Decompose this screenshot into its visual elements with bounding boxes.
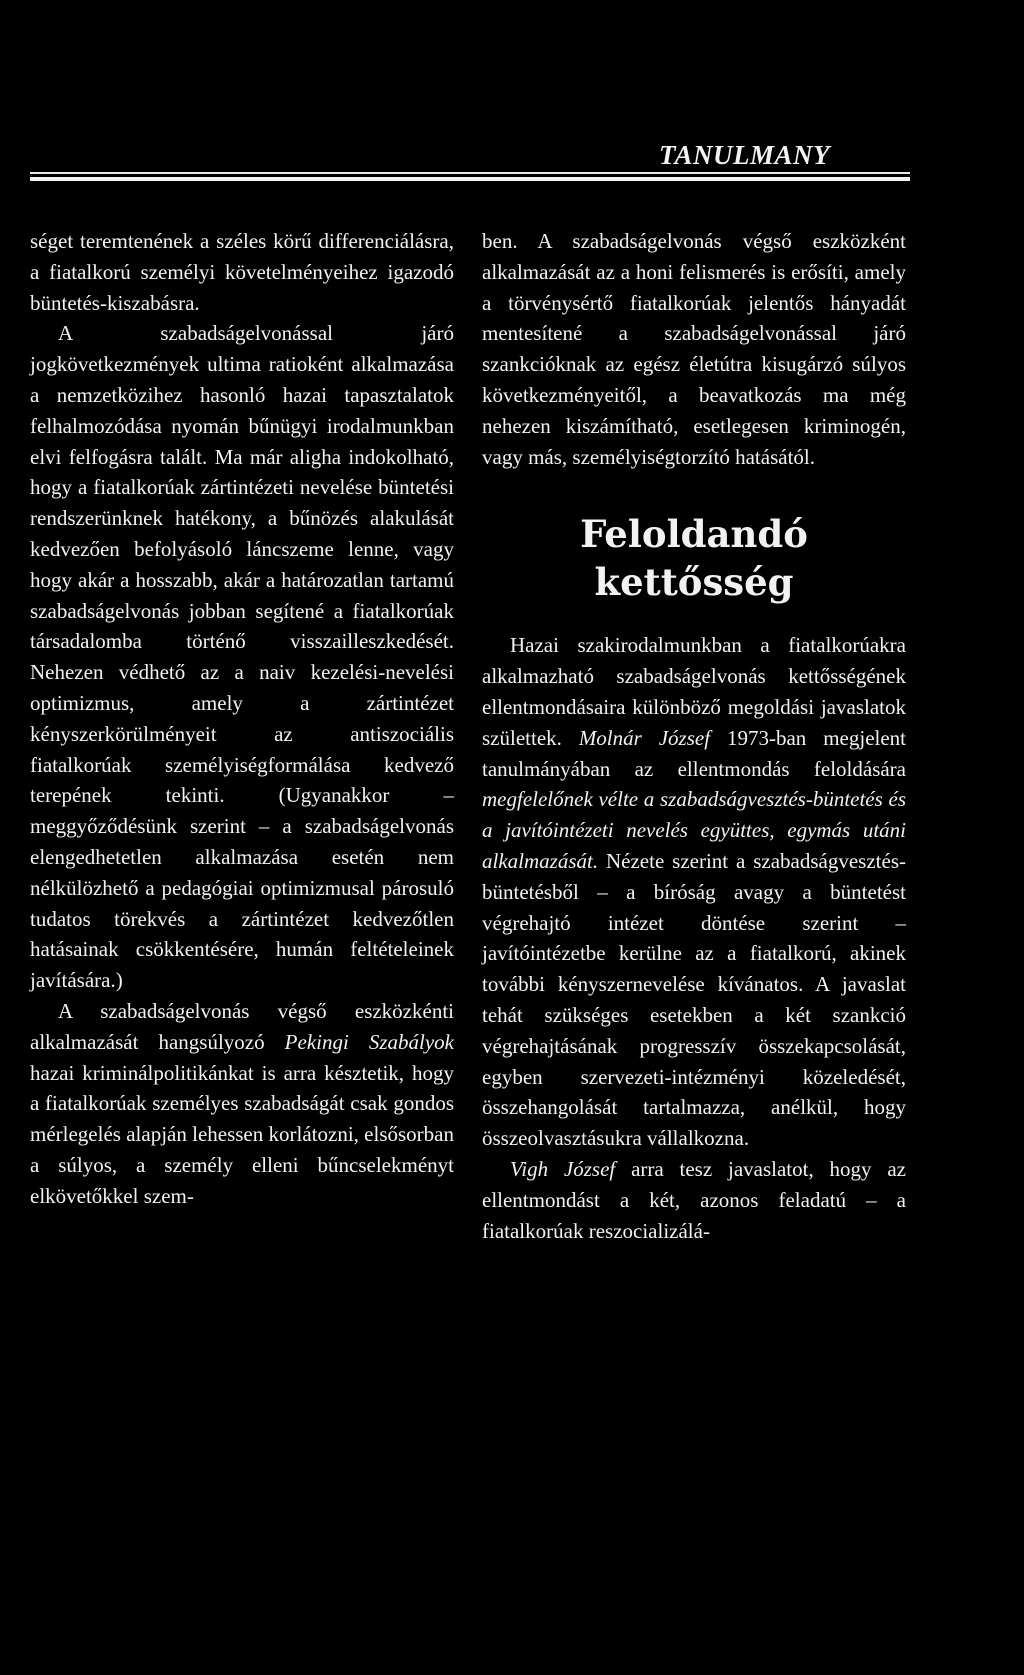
- author-name: Molnár József: [578, 725, 711, 750]
- section-title: TANULMANY: [658, 140, 830, 170]
- page-header: [30, 140, 910, 190]
- text-span: Hazai szakirodalmunkban a fiatalkorúakra alkalmazható szabadságelvonás kettősségének ellentmondásaira különböző megoldási javaslatok születtek.: [482, 633, 906, 750]
- emphasis: megfelelőnek vélte a szabadságvesztés-büntetés és a javítóintézeti nevelés együttes, egymás utáni alkalmazását.: [482, 787, 906, 873]
- heading-line: kettősség: [594, 560, 794, 605]
- text-span: A szabadságelvonás végső eszközkénti alkalmazását hangsúlyozó: [30, 998, 454, 1054]
- text-span: Nézete szerint a szabadságvesztés-büntetésből – a bíróság avagy a büntetést végrehajtó intézet döntése szerint – javítóintézetbe kerülne az a fiatalkorú, akinek további kényszernevelése kívánatos. A javaslat tehát szükséges esetekben a két szankció végrehajtásának progresszív összekapcsolását, egyben szervezeti-intézményi közeledését, összehangolását tartalmazza, anélkül, hogy összeolvasztásukra vállalkozna.: [482, 848, 906, 1151]
- left-column: [30, 226, 454, 1212]
- text-span: hazai kriminálpolitikánkat is arra késztetik, hogy a fiatalkorúak személyes szabadságát csak gondos mérlegelés alapján lehessen korlátozni, elsősorban a súlyos, a személy elleni bűncselekményt elkövetőkkel szem-: [30, 1060, 454, 1208]
- emphasis: Pekingi Szabályok: [284, 1029, 454, 1054]
- paragraph: A szabadságelvonással járó jogkövetkezmények ultima ratioként alkalmazása a nemzetközihez hasonló hazai tapasztalatok felhalmozódása nyomán bűnügyi irodalmunkban elvi felfogásra talált. Ma már aligha indokolható, hogy a fiatalkorúak zártintézeti nevelése büntetési rendszerünknek hatékony, a bűnözés alakulását kedvezően befolyásoló láncszeme lenne, vagy hogy akár a hosszabb, akár a határozatlan tartamú szabadságelvonás jobban segítené a fiatalkorúak társadalomba történő visszailleszkedését. Nehezen védhető az a naiv kezelési-nevelési optimizmus, amely a zártintézet kényszerkörülményeit az antiszociális fiatalkorúak személyiségformálása kedvező terepének tekinti. (Ugyanakkor – meggyőződésünk szerint – a szabadságelvonás elengedhetetlen alkalmazása esetén nem nélkülözhető a pedagógiai optimizmusal párosuló tudatos törekvés a zártintézet kedvezőtlen hatásainak csökkentésére, humán feltételeinek javítására.): [30, 321, 454, 993]
- paragraph: [30, 996, 454, 1212]
- author-name: Vigh József: [510, 1156, 616, 1181]
- paragraph: [482, 1154, 906, 1246]
- paragraph: [482, 630, 906, 1154]
- header-rule-thick: [30, 177, 910, 181]
- text-span: 1973-ban megjelent tanulmányában az ellentmondás feloldására: [482, 725, 907, 781]
- text-span: arra tesz javaslatot, hogy az ellentmondást a két, azonos feladatú – a fiatalkorúak reszocializálá-: [482, 1156, 906, 1243]
- header-rule-thin: [30, 172, 910, 174]
- right-column: [482, 226, 906, 1246]
- heading-line: Feloldandó: [580, 512, 808, 557]
- paragraph: ben. A szabadságelvonás végső eszközként alkalmazását az a honi felismerés is erősíti, amely a törvénysértő fiatalkorúak jelentős hányadát mentesítené a szabadságelvonással járó szankcióknak az egész életútra kisugárzó súlyos következményeitől, a beavatkozás ma még nehezen kiszámítható, esetlegesen kriminogén, vagy más, személyiségtorzító hatásától.: [482, 229, 906, 469]
- paragraph: séget teremtenének a széles körű differenciálásra, a fiatalkorú személyi követelményeihez igazodó büntetés-kiszabásra.: [30, 229, 454, 315]
- section-heading: [482, 510, 906, 606]
